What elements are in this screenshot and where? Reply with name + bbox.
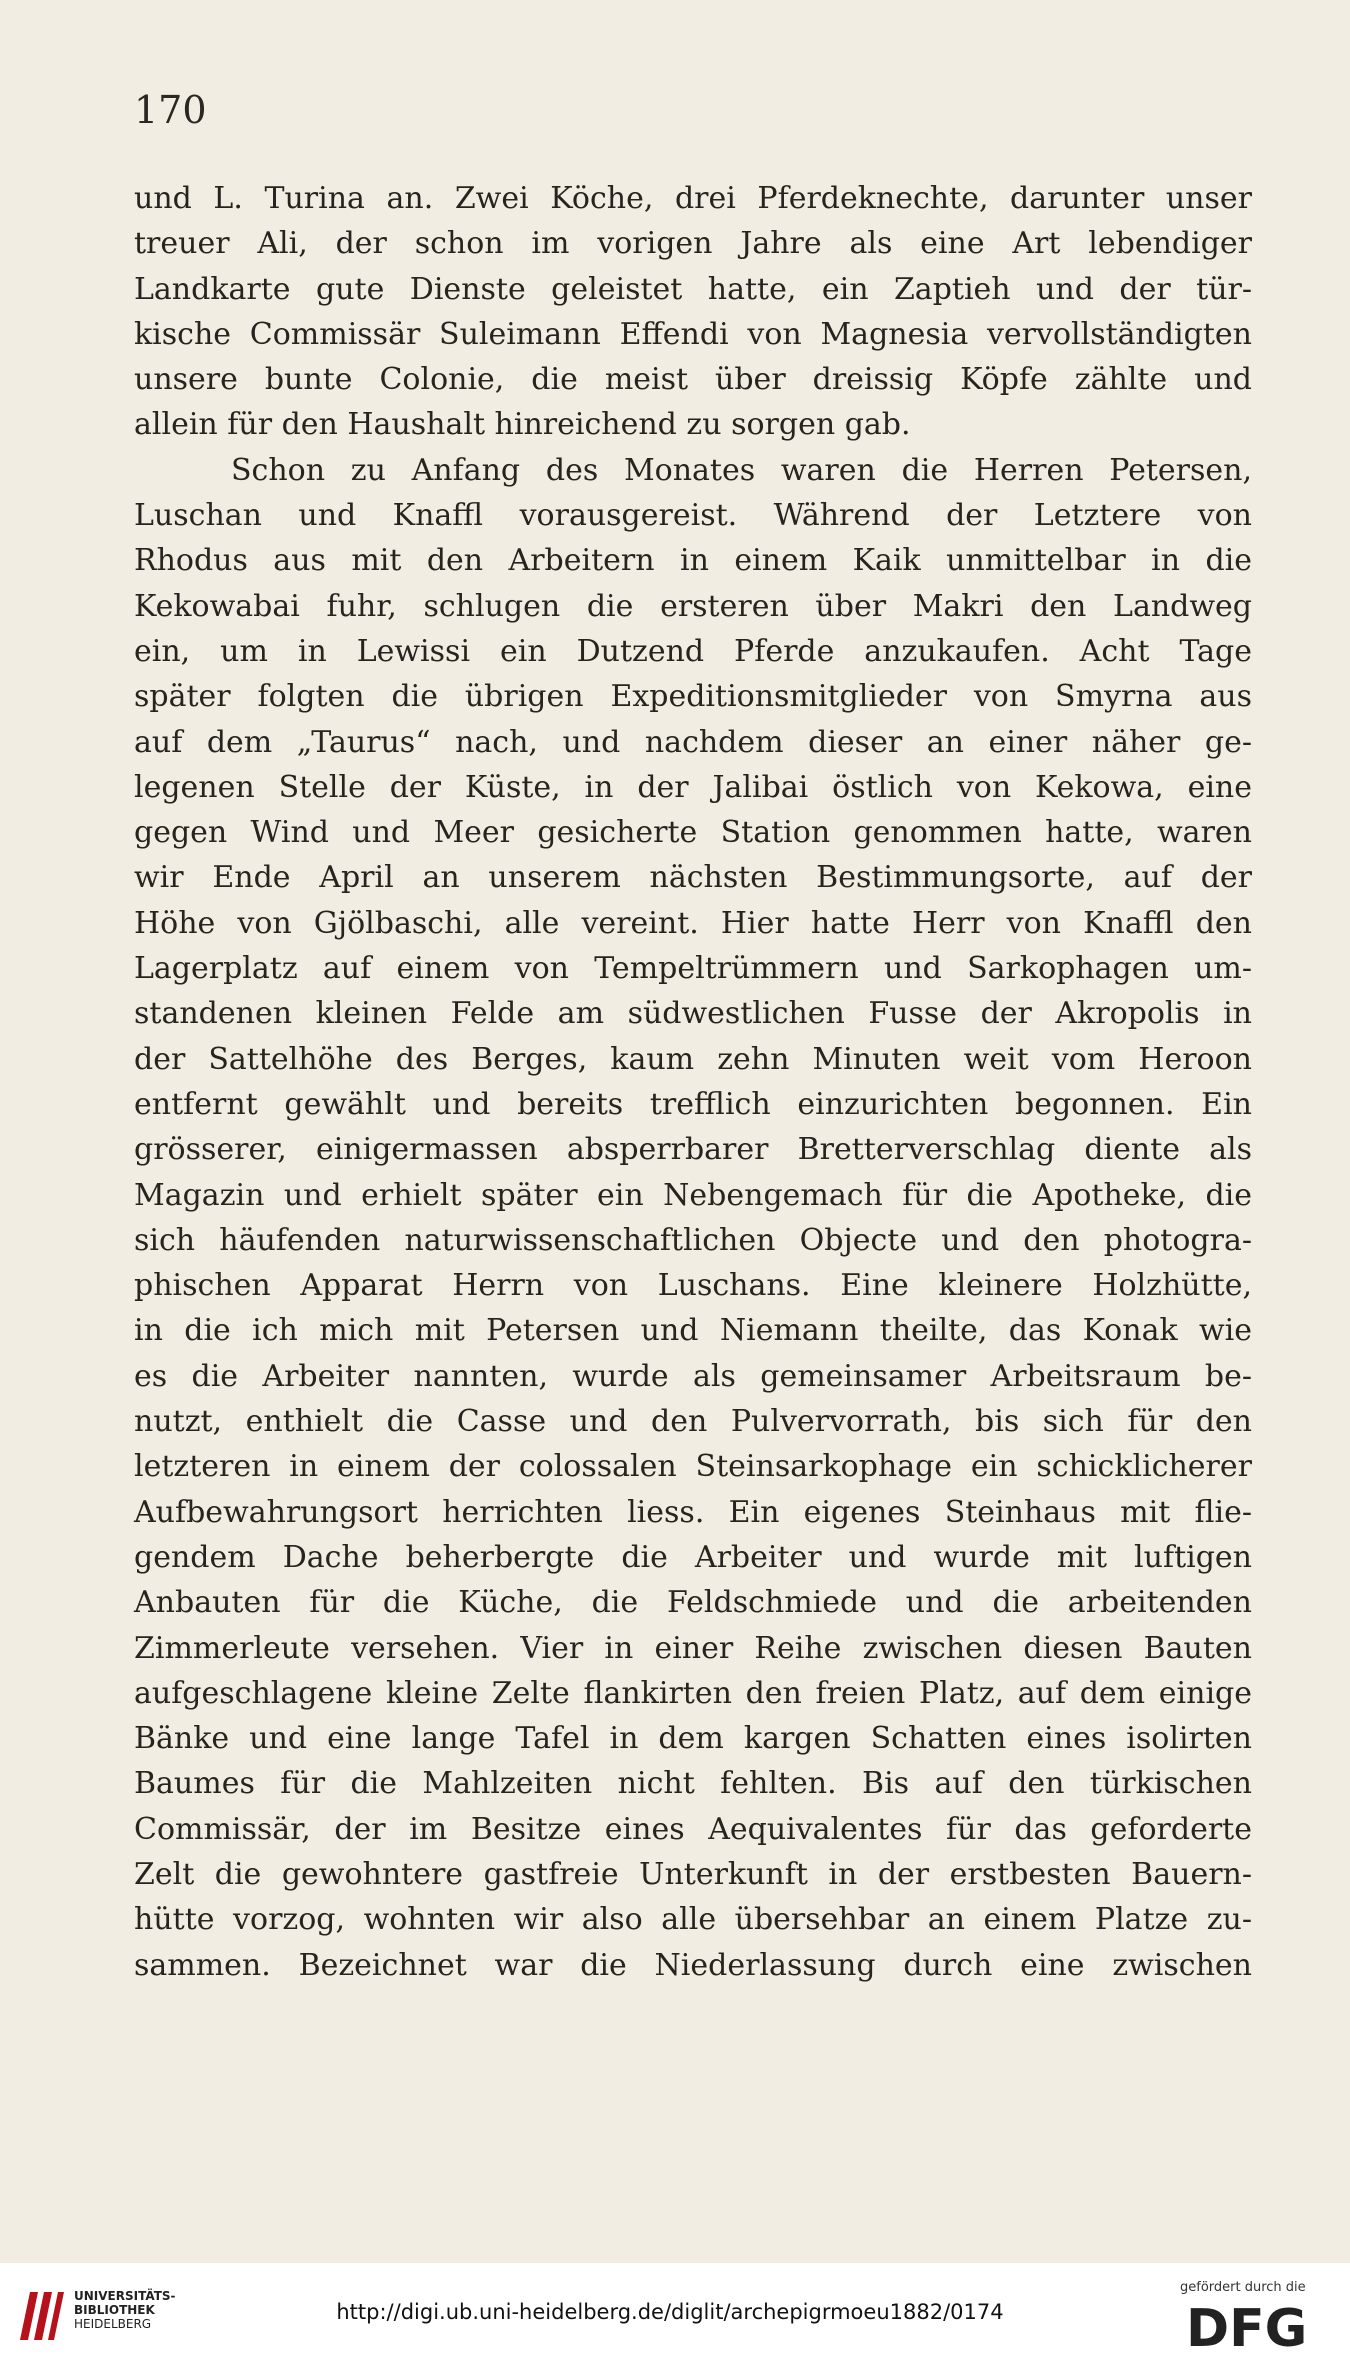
text-line: wir Ende April an unserem nächsten Bestimmungsorte, auf der — [134, 860, 1252, 896]
text-line: Aufbewahrungsort herrichten liess. Ein eigenes Steinhaus mit flie- — [134, 1494, 1252, 1530]
text-line: gegen Wind und Meer gesicherte Station genommen hatte, waren — [134, 815, 1252, 851]
text-line: es die Arbeiter nannten, wurde als gemeinsamer Arbeitsraum be- — [134, 1358, 1252, 1394]
text-line: Anbauten für die Küche, die Feldschmiede und die arbeitenden — [134, 1585, 1252, 1621]
dfg-logo-text: DFG — [1186, 2300, 1308, 2352]
text-line: treuer Ali, der schon im vorigen Jahre als eine Art lebendiger — [134, 226, 1252, 262]
text-line: sich häufenden naturwissenschaftlichen Objecte und den photogra- — [134, 1222, 1252, 1258]
library-name-line: BIBLIOTHEK — [74, 2303, 155, 2317]
text-line: Commissär, der im Besitze eines Aequivalentes für das geforderte — [134, 1811, 1252, 1847]
text-line: später folgten die übrigen Expeditionsmitglieder von Smyrna aus — [134, 679, 1252, 715]
text-line: allein für den Haushalt hinreichend zu sorgen gab. — [134, 407, 911, 443]
text-line: phischen Apparat Herrn von Luschans. Eine kleinere Holzhütte, — [134, 1268, 1252, 1304]
text-line: legenen Stelle der Küste, in der Jalibai östlich von Kekowa, eine — [134, 769, 1252, 805]
text-line: auf dem „Taurus“ nach, und nachdem dieser an einer näher ge- — [134, 724, 1252, 760]
text-line: Landkarte gute Dienste geleistet hatte, ein Zaptieh und der tür- — [134, 271, 1252, 307]
text-line: standenen kleinen Felde am südwestlichen Fusse der Akropolis in — [134, 996, 1252, 1032]
dfg-logo-icon — [1186, 2300, 1336, 2352]
text-line: Luschan und Knaffl vorausgereist. Während der Letztere von — [134, 498, 1252, 534]
text-line: Baumes für die Mahlzeiten nicht fehlten. Bis auf den türkischen — [134, 1766, 1252, 1802]
text-line: nutzt, enthielt die Casse und den Pulvervorrath, bis sich für den — [134, 1404, 1252, 1440]
text-line: Rhodus aus mit den Arbeitern in einem Kaik unmittelbar in die — [134, 543, 1252, 579]
library-name-line: HEIDELBERG — [74, 2317, 152, 2331]
text-line: ein, um in Lewissi ein Dutzend Pferde anzukaufen. Acht Tage — [134, 633, 1252, 669]
text-line: gendem Dache beherbergte die Arbeiter und wurde mit luftigen — [134, 1539, 1252, 1575]
text-line: und L. Turina an. Zwei Köche, drei Pferdeknechte, darunter unser — [134, 181, 1252, 216]
text-line: entfernt gewählt und bereits trefflich einzurichten begonnen. Ein — [134, 1086, 1252, 1122]
text-line: in die ich mich mit Petersen und Niemann theilte, das Konak wie — [134, 1313, 1252, 1349]
text-line: Zelt die gewohntere gastfreie Unterkunft in der erstbesten Bauern- — [134, 1856, 1252, 1892]
library-name — [74, 2289, 176, 2331]
text-line: der Sattelhöhe des Berges, kaum zehn Minuten weit vom Heroon — [134, 1041, 1252, 1077]
text-line: Magazin und erhielt später ein Nebengemach für die Apotheke, die — [134, 1177, 1252, 1213]
text-line: letzteren in einem der colossalen Steinsarkophage ein schicklicherer — [134, 1449, 1252, 1485]
university-library-logo-icon — [14, 2284, 66, 2346]
funder-caption: gefördert durch die — [1180, 2280, 1306, 2295]
text-line: Lagerplatz auf einem von Tempeltrümmern und Sarkophagen um- — [134, 951, 1252, 987]
text-line: Schon zu Anfang des Monates waren die Herren Petersen, — [231, 452, 1252, 488]
text-line: kische Commissär Suleimann Effendi von Magnesia vervollständigten — [134, 316, 1252, 352]
text-line: Bänke und eine lange Tafel in dem kargen Schatten eines isolirten — [134, 1721, 1252, 1757]
library-name-line: UNIVERSITÄTS- — [74, 2289, 176, 2303]
text-line: Kekowabai fuhr, schlugen die ersteren über Makri den Landweg — [134, 588, 1252, 624]
text-line: hütte vorzog, wohnten wir also alle übersehbar an einem Platze zu- — [134, 1902, 1252, 1938]
page-number: 170 — [134, 88, 207, 132]
body-text — [134, 176, 1252, 1988]
text-line: sammen. Bezeichnet war die Niederlassung durch eine zwischen — [134, 1947, 1252, 1983]
text-line: grösserer, einigermassen absperrbarer Bretterverschlag diente als — [134, 1132, 1252, 1168]
text-line: Höhe von Gjölbaschi, alle vereint. Hier hatte Herr von Knaffl den — [134, 905, 1252, 941]
text-line: Zimmerleute versehen. Vier in einer Reihe zwischen diesen Bauten — [134, 1630, 1252, 1666]
text-line: unsere bunte Colonie, die meist über dreissig Köpfe zählte und — [134, 362, 1252, 398]
permalink[interactable]: http://digi.ub.uni-heidelberg.de/diglit/archepigrmoeu1882/0174 — [336, 2300, 1004, 2324]
text-line: aufgeschlagene kleine Zelte flankirten den freien Platz, auf dem einige — [134, 1675, 1252, 1711]
